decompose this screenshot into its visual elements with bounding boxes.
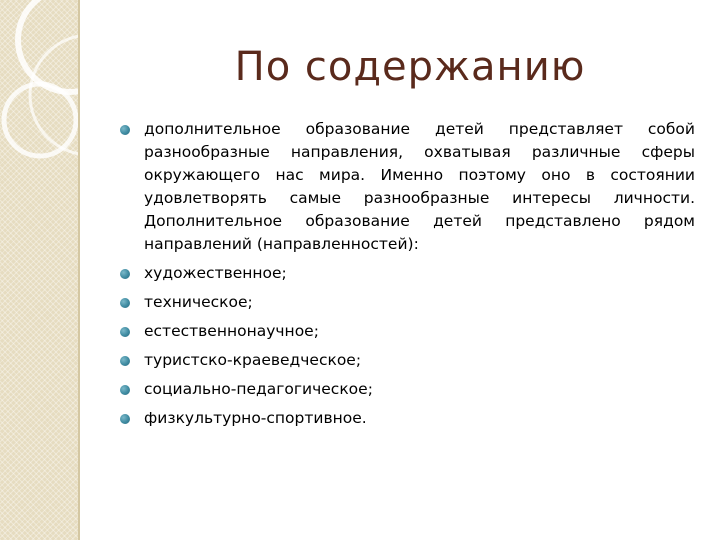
list-item	[120, 407, 695, 430]
list-item-text: физкультурно-спортивное.	[144, 409, 367, 427]
round-bullet-icon	[120, 414, 130, 424]
list-item-text: естественнонаучное;	[144, 322, 319, 340]
decorative-circles	[0, 0, 78, 540]
list-item-text: дополнительное образование детей представляет собой разнообразные направления, охватывая различные сферы окружающего нас мира. Именно поэтому оно в состоянии удовлетворять самые разнообразные интересы личности. Дополнительное образование детей представлено рядом направлений (направленностей):	[144, 120, 695, 253]
slide-title: По содержанию	[234, 44, 586, 90]
list-item	[120, 349, 695, 372]
decorative-side-band	[0, 0, 78, 540]
round-bullet-icon	[120, 327, 130, 337]
list-item	[120, 378, 695, 401]
list-item-text: социально-педагогическое;	[144, 380, 373, 398]
round-bullet-icon	[120, 385, 130, 395]
round-bullet-icon	[120, 356, 130, 366]
round-bullet-icon	[120, 125, 130, 135]
list-item	[120, 262, 695, 285]
list-item-text: туристско-краеведческое;	[144, 351, 362, 369]
list-item	[120, 118, 695, 256]
bullet-list	[120, 118, 695, 436]
band-divider	[78, 0, 80, 540]
list-item-text: художественное;	[144, 264, 287, 282]
list-item	[120, 320, 695, 343]
round-bullet-icon	[120, 269, 130, 279]
list-item-text: техническое;	[144, 293, 253, 311]
round-bullet-icon	[120, 298, 130, 308]
list-item	[120, 291, 695, 314]
